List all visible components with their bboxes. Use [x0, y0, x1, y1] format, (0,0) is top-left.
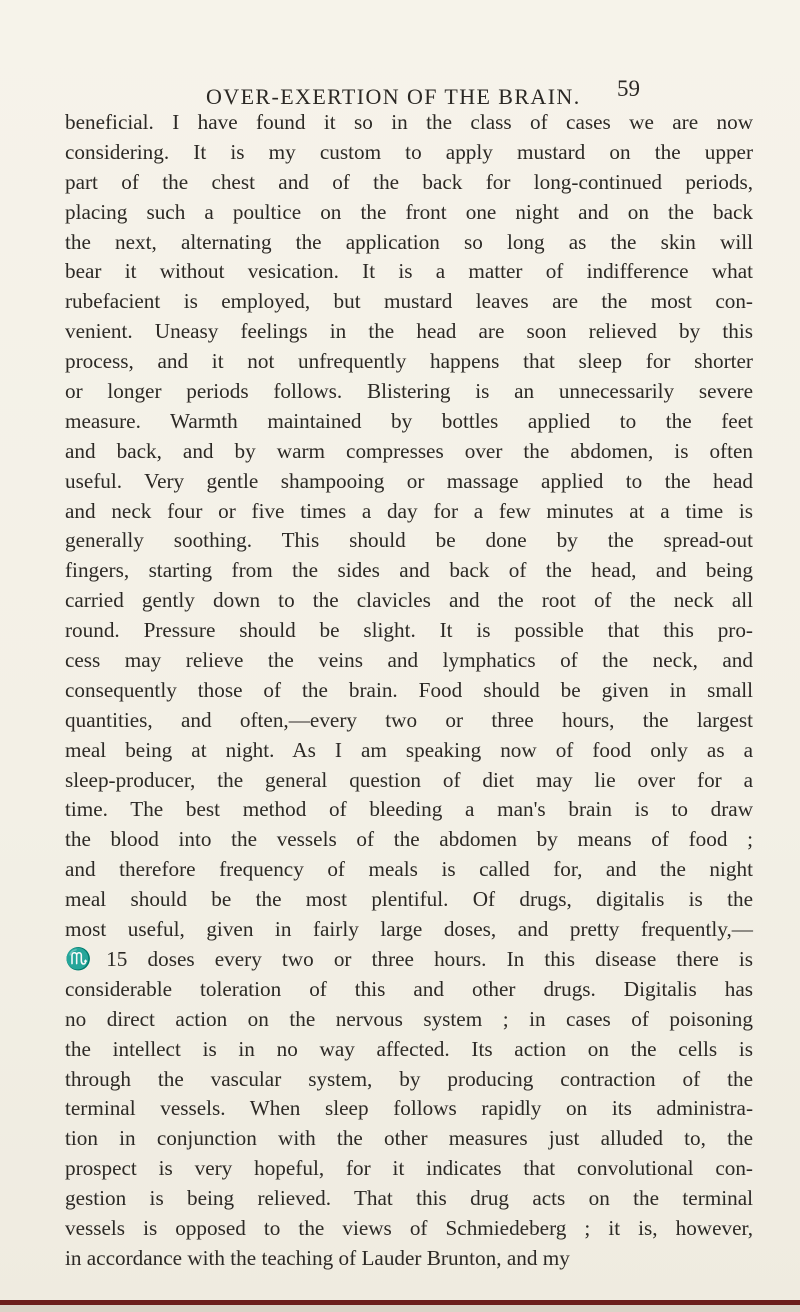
text-line: the intellect is in no way affected. Its action on the cells is: [65, 1036, 753, 1061]
text-line: in accordance with the teaching of Lauder Brunton, and my: [65, 1245, 570, 1270]
text-line: cess may relieve the veins and lymphatics of the neck, and: [65, 648, 753, 673]
text-line: the blood into the vessels of the abdomen by means of food ;: [65, 827, 753, 852]
text-line: round. Pressure should be slight. It is possible that this pro-: [65, 618, 753, 643]
text-line: tion in conjunction with the other measures just alluded to, the: [65, 1126, 753, 1151]
text-line: the next, alternating the application so long as the skin will: [65, 229, 753, 254]
text-line: rubefacient is employed, but mustard leaves are the most con-: [65, 289, 753, 314]
text-line: meal should be the most plentiful. Of drugs, digitalis is the: [65, 887, 753, 912]
page-edge: [0, 1305, 800, 1312]
text-line: quantities, and often,—every two or three hours, the largest: [65, 707, 753, 732]
text-line: venient. Uneasy feelings in the head are soon relieved by this: [65, 319, 753, 344]
text-line: vessels is opposed to the views of Schmiedeberg ; it is, however,: [65, 1215, 753, 1240]
text-line: bear it without vesication. It is a matter of indifference what: [65, 259, 753, 284]
text-line: placing such a poultice on the front one night and on the back: [65, 199, 753, 224]
body-text: [65, 108, 753, 1274]
page-number: 59: [617, 76, 640, 101]
text-line: measure. Warmth maintained by bottles applied to the feet: [65, 408, 753, 433]
text-line: meal being at night. As I am speaking now of food only as a: [65, 737, 753, 762]
text-line: terminal vessels. When sleep follows rapidly on its administra-: [65, 1096, 753, 1121]
text-line: beneficial. I have found it so in the class of cases we are now: [65, 110, 753, 134]
text-line: time. The best method of bleeding a man's brain is to draw: [65, 797, 753, 822]
text-line: process, and it not unfrequently happens that sleep for shorter: [65, 349, 753, 374]
text-line: considerable toleration of this and other drugs. Digitalis has: [65, 976, 753, 1001]
text-line: or longer periods follows. Blistering is an unnecessarily severe: [65, 379, 753, 404]
text-line: part of the chest and of the back for long-continued periods,: [65, 169, 753, 194]
text-line: ♏15 doses every two or three hours. In this disease there is: [65, 946, 753, 971]
running-title: OVER-EXERTION OF THE BRAIN.: [206, 84, 581, 109]
text-line: and therefore frequency of meals is called for, and the night: [65, 857, 753, 882]
text-line: most useful, given in fairly large doses, and pretty frequently,—: [65, 917, 753, 942]
text-line: and back, and by warm compresses over the abdomen, is often: [65, 438, 753, 463]
text-line: consequently those of the brain. Food should be given in small: [65, 677, 753, 702]
text-line: and neck four or five times a day for a few minutes at a time is: [65, 498, 753, 523]
text-line: carried gently down to the clavicles and the root of the neck all: [65, 588, 753, 613]
text-line: fingers, starting from the sides and back of the head, and being: [65, 558, 753, 583]
text-line: no direct action on the nervous system ; in cases of poisoning: [65, 1006, 753, 1031]
text-line: useful. Very gentle shampooing or massage applied to the head: [65, 468, 753, 493]
text-line: through the vascular system, by producing contraction of the: [65, 1066, 753, 1091]
text-line: gestion is being relieved. That this drug acts on the terminal: [65, 1186, 753, 1211]
text-line: considering. It is my custom to apply mustard on the upper: [65, 139, 753, 164]
text-line: prospect is very hopeful, for it indicates that convolutional con-: [65, 1156, 753, 1181]
text-line: sleep-producer, the general question of diet may lie over for a: [65, 767, 753, 792]
text-line: generally soothing. This should be done by the spread-out: [65, 528, 753, 553]
